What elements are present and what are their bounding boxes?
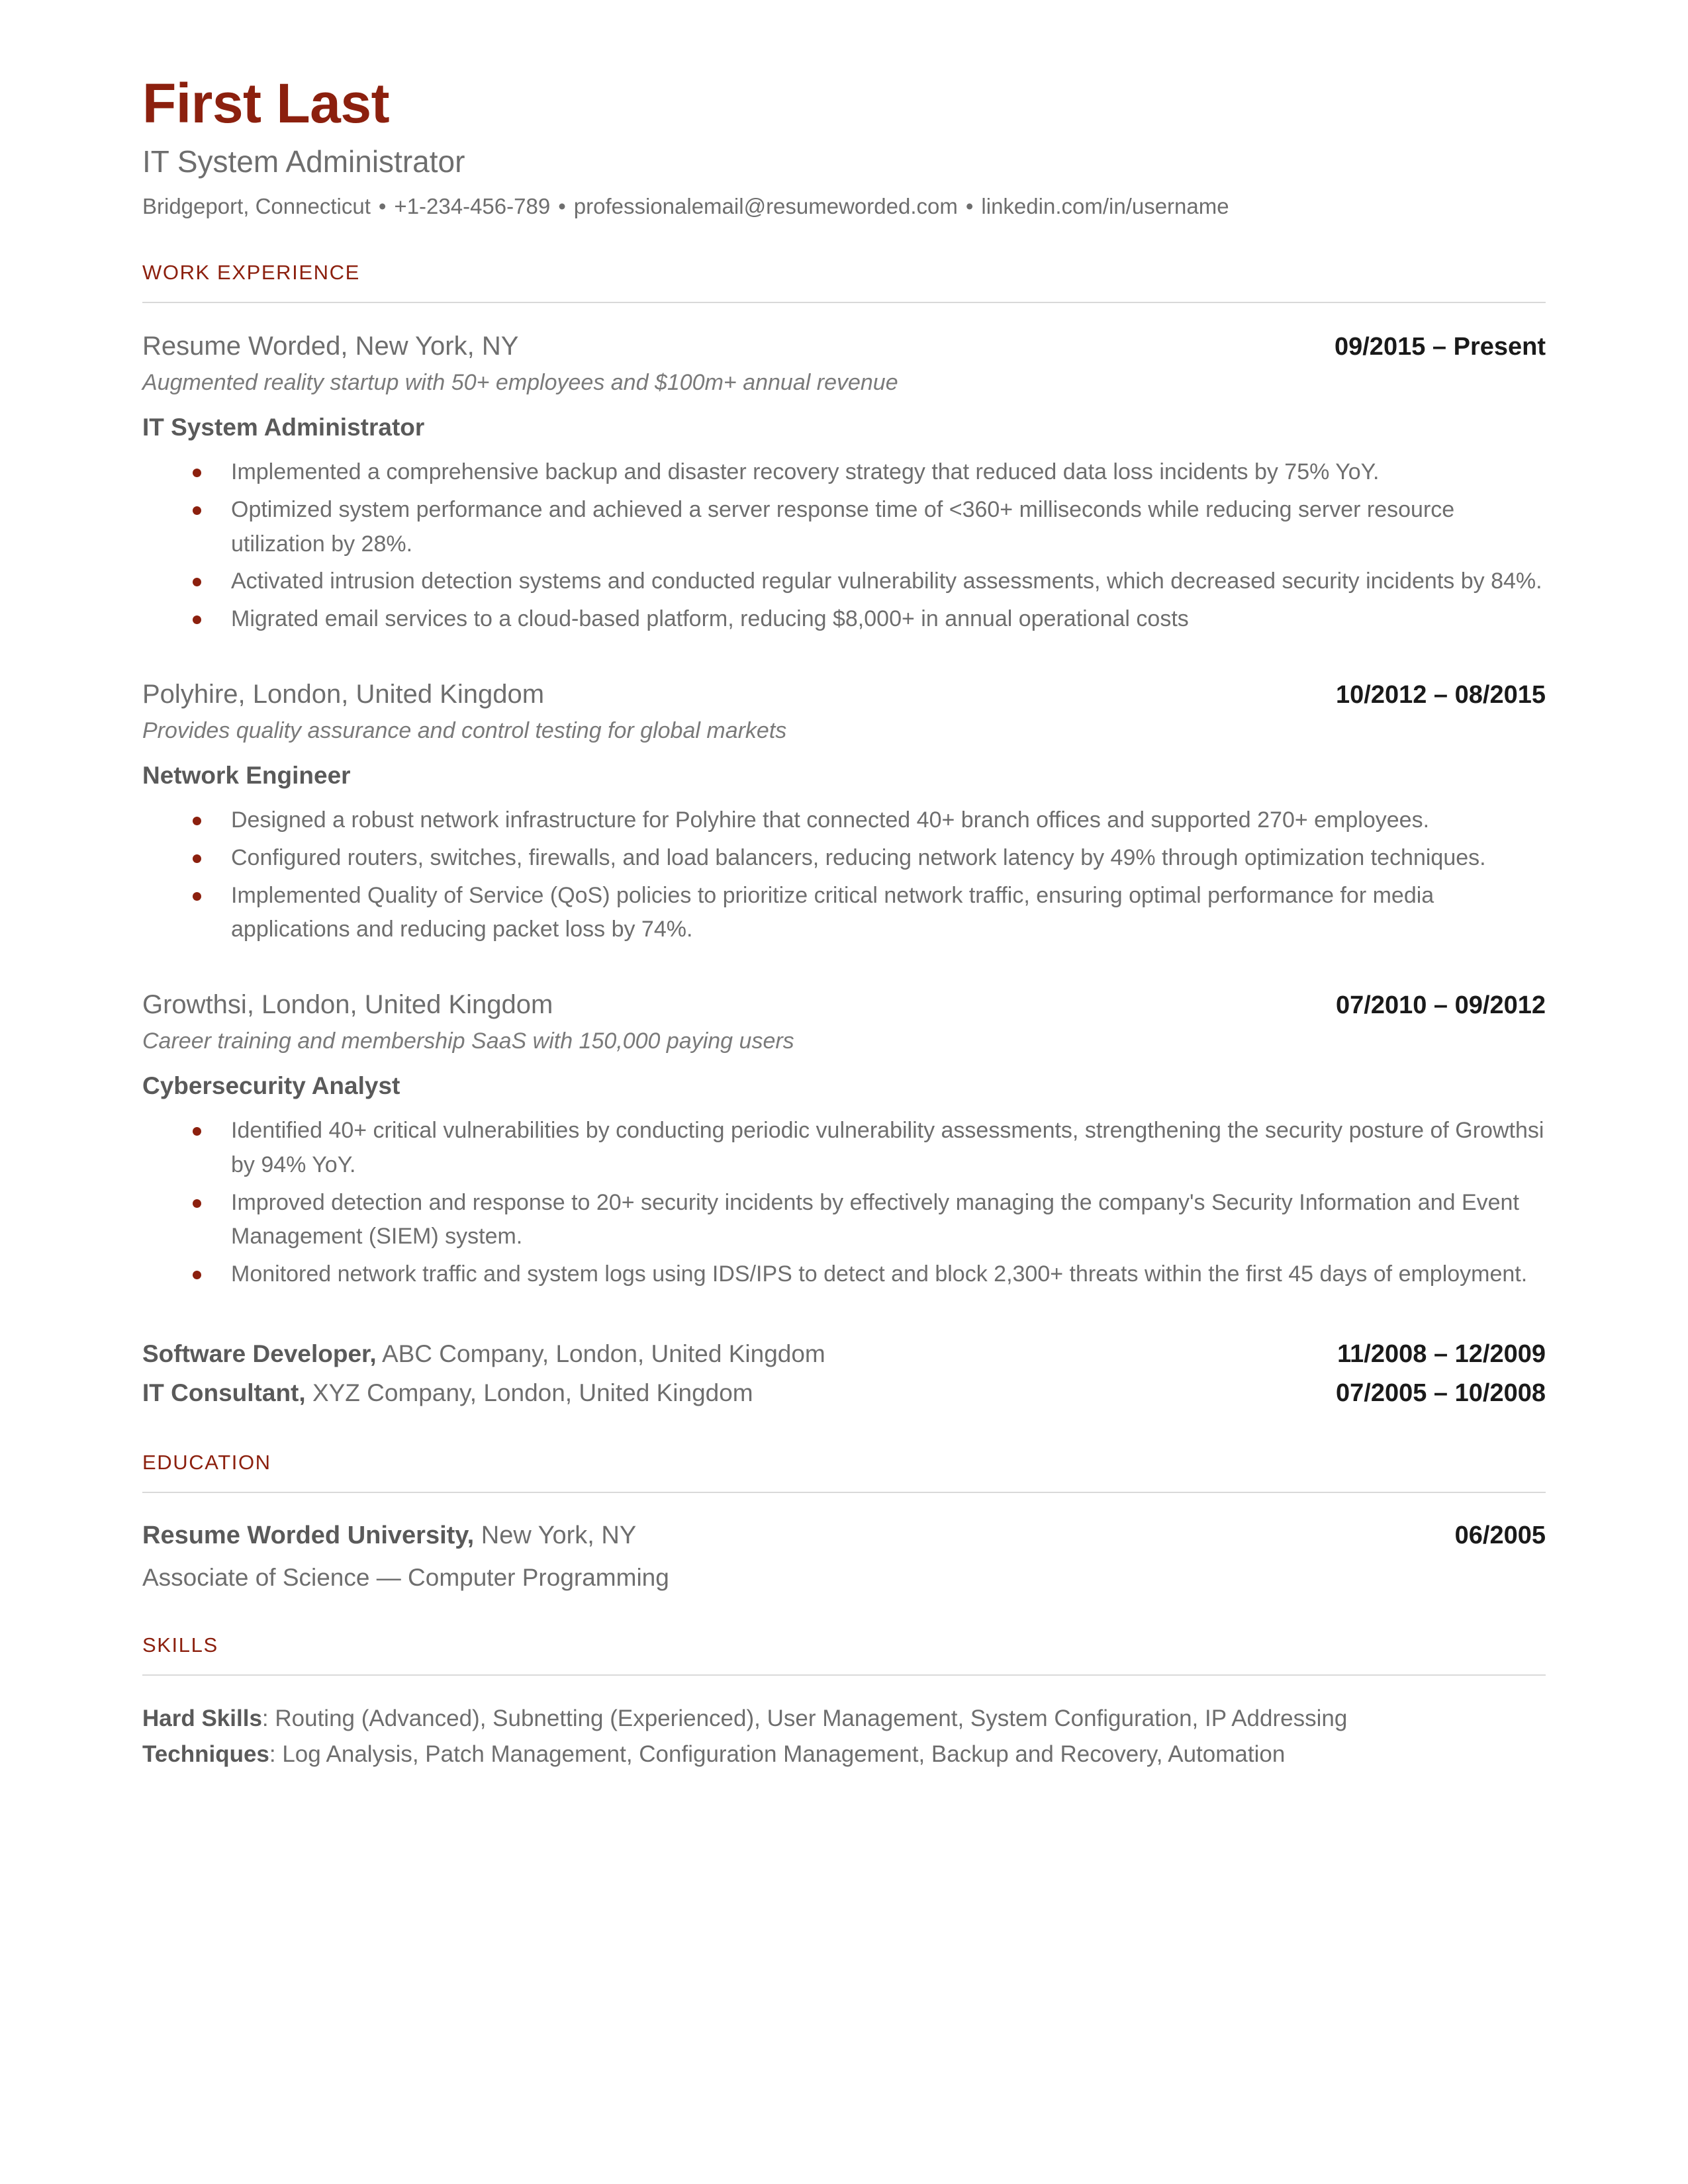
work-entry-role: Cybersecurity Analyst [142, 1072, 400, 1100]
entry-spacer [142, 1304, 1546, 1333]
skill-label: Hard Skills [142, 1705, 262, 1731]
education-school-name: Resume Worded University, [142, 1522, 475, 1550]
work-entry-bullets [142, 803, 1546, 947]
candidate-headline: IT System Administrator [142, 144, 465, 179]
bullet-item [193, 841, 1546, 876]
work-entry [142, 678, 1546, 947]
section-title-work: WORK EXPERIENCE [142, 260, 360, 284]
section-work-experience [142, 261, 1546, 1411]
skill-values: : Routing (Advanced), Subnetting (Experienced), User Management, System Configuration, IP Addressing [261, 1705, 1348, 1731]
work-compact-dates: 07/2005 – 10/2008 [1336, 1379, 1546, 1408]
work-compact-role: IT Consultant, [142, 1379, 306, 1407]
work-entry-company: Polyhire, London, United Kingdom [142, 679, 545, 709]
bullet-text: Configured routers, switches, firewalls, and load balancers, reducing network latency by 49% through optimization techniques. [231, 844, 1486, 870]
work-entry-role: Network Engineer [142, 762, 351, 790]
work-compact-role: Software Developer, [142, 1340, 377, 1367]
education-entry-header [142, 1520, 1546, 1552]
bullet-dot-icon [193, 1127, 201, 1136]
work-entry [142, 988, 1546, 1292]
bullet-item [193, 565, 1546, 599]
work-entry-header [142, 988, 1546, 1022]
contact-phone: +1-234-456-789 [394, 194, 551, 219]
work-compact-left [142, 1376, 753, 1410]
bullet-item [193, 1257, 1546, 1292]
education-school-location: New York, NY [481, 1522, 637, 1550]
work-entry-header [142, 330, 1546, 363]
work-compact-left [142, 1337, 825, 1371]
bullet-text: Implemented a comprehensive backup and disaster recovery strategy that reduced data loss incidents by 75% YoY. [231, 459, 1380, 485]
work-compact-dates: 11/2008 – 12/2009 [1337, 1340, 1546, 1368]
bullet-dot-icon [193, 615, 201, 624]
section-title-education: EDUCATION [142, 1451, 271, 1475]
work-entry-dates: 10/2012 – 08/2015 [1336, 680, 1546, 709]
entry-spacer [142, 649, 1546, 678]
bullet-dot-icon [193, 578, 201, 586]
work-entry-company: Growthsi, London, United Kingdom [142, 989, 553, 1019]
skill-line [142, 1702, 1546, 1736]
work-entry-blurb: Career training and membership SaaS with 150,000 paying users [142, 1028, 794, 1054]
resume-header [142, 74, 1546, 221]
education-date: 06/2005 [1454, 1522, 1546, 1550]
candidate-name: First Last [142, 72, 390, 134]
bullet-dot-icon [193, 892, 201, 901]
bullet-item [193, 493, 1546, 561]
bullet-text: Migrated email services to a cloud-based platform, reducing $8,000+ in annual operational costs [231, 606, 1189, 632]
entry-spacer [142, 959, 1546, 988]
work-entry-header [142, 678, 1546, 711]
work-entry-bullets [142, 1114, 1546, 1291]
bullet-dot-icon [193, 506, 201, 515]
bullet-text: Improved detection and response to 20+ security incidents by effectively managing the company's Security Information and Event Management (SIEM) system. [231, 1189, 1519, 1250]
work-entry [142, 330, 1546, 637]
work-entry-dates: 09/2015 – Present [1334, 332, 1546, 361]
contact-line [142, 193, 1546, 221]
bullet-text: Implemented Quality of Service (QoS) policies to prioritize critical network traffic, ensuring optimal performance for media applications and reducing packet loss by 74%. [231, 882, 1434, 942]
bullet-item [193, 602, 1546, 637]
section-skills [142, 1633, 1546, 1772]
education-degree: Associate of Science — Computer Programming [142, 1563, 669, 1591]
bullet-item [193, 879, 1546, 947]
bullet-dot-icon [193, 817, 201, 825]
contact-separator-3: • [965, 194, 974, 219]
bullet-dot-icon [193, 1199, 201, 1208]
bullet-text: Designed a robust network infrastructure for Polyhire that connected 40+ branch offices and supported 270+ employees. [231, 807, 1430, 833]
bullet-item [193, 455, 1546, 490]
section-title-skills: SKILLS [142, 1633, 218, 1657]
bullet-item [193, 803, 1546, 838]
work-entry-role: IT System Administrator [142, 414, 425, 441]
work-compact-company: XYZ Company, London, United Kingdom [312, 1379, 753, 1407]
bullet-item [193, 1114, 1546, 1182]
section-divider-skills [142, 1674, 1546, 1676]
bullet-text: Activated intrusion detection systems and conducted regular vulnerability assessments, which decreased security incidents by 84%. [231, 569, 1542, 594]
section-divider-work [142, 302, 1546, 303]
section-education [142, 1451, 1546, 1593]
work-entry-blurb: Provides quality assurance and control testing for global markets [142, 718, 787, 744]
bullet-text: Identified 40+ critical vulnerabilities by conducting periodic vulnerability assessments, strengthening the security posture of Growthsi by 94% YoY. [231, 1118, 1544, 1178]
bullet-text: Optimized system performance and achieved a server response time of <360+ milliseconds while reducing server resource utilization by 28%. [231, 497, 1455, 557]
work-entry-bullets [142, 455, 1546, 636]
work-compact-entry [142, 1376, 1546, 1411]
work-entry-blurb: Augmented reality startup with 50+ employees and $100m+ annual revenue [142, 370, 898, 396]
skill-values: : Log Analysis, Patch Management, Configuration Management, Backup and Recovery, Automation [269, 1741, 1286, 1768]
work-entry-company: Resume Worded, New York, NY [142, 331, 519, 361]
bullet-dot-icon [193, 1271, 201, 1279]
work-compact-company: ABC Company, London, United Kingdom [381, 1340, 825, 1367]
work-entry-dates: 07/2010 – 09/2012 [1336, 991, 1546, 1019]
contact-separator-2: • [558, 194, 566, 219]
bullet-item [193, 1186, 1546, 1254]
education-school [142, 1520, 636, 1552]
contact-location: Bridgeport, Connecticut [142, 194, 371, 219]
bullet-dot-icon [193, 854, 201, 863]
work-compact-entry [142, 1337, 1546, 1372]
section-divider-education [142, 1492, 1546, 1493]
contact-separator-1: • [378, 194, 387, 219]
bullet-text: Monitored network traffic and system logs using IDS/IPS to detect and block 2,300+ threats within the first 45 days of employment. [231, 1261, 1528, 1287]
contact-email[interactable]: professionalemail@resumeworded.com [573, 194, 958, 219]
skill-label: Techniques [142, 1741, 269, 1768]
contact-linkedin[interactable]: linkedin.com/in/username [981, 194, 1229, 219]
bullet-dot-icon [193, 469, 201, 477]
skill-line [142, 1738, 1546, 1772]
